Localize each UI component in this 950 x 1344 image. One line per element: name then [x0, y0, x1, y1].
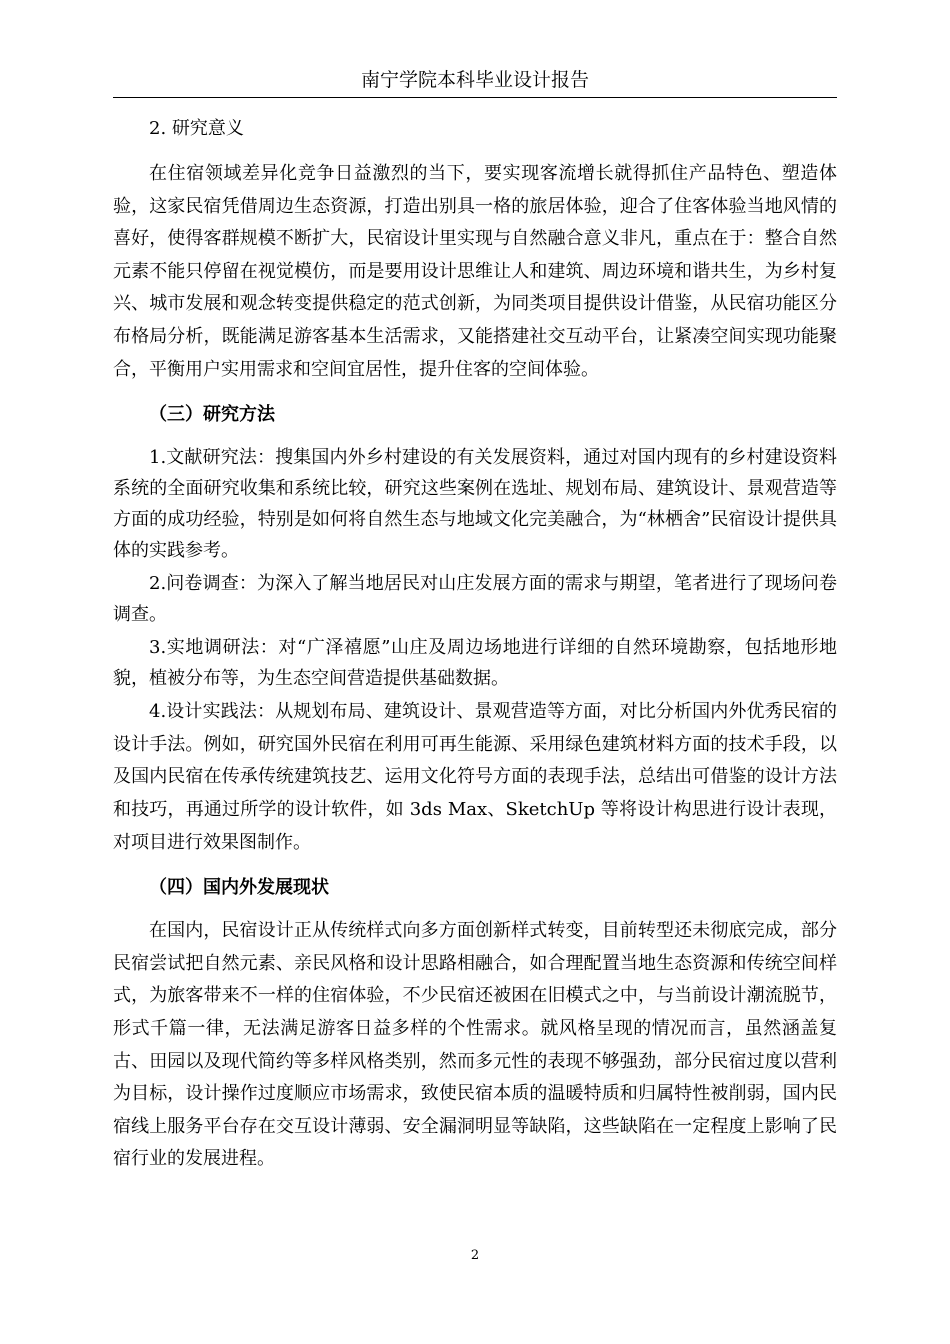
page-header-title: 南宁学院本科毕业设计报告 — [360, 69, 589, 91]
method-item-literature: 1.文献研究法：搜集国内外乡村建设的有关发展资料，通过对国内现有的乡村建设资料系统的全面研究收集和系统比较，研究这些案例在选址、规划布局、建筑设计、景观营造等方面的成功经验，特别是如何将自然生态与地域文化完美融合，为“林栖舍”民宿设计提供具体的实践参考。 — [113, 447, 837, 562]
significance-heading: 2. 研究意义 — [149, 118, 244, 139]
header-rule — [113, 97, 837, 98]
page-number: 2 — [470, 1248, 480, 1263]
status-paragraph: 在国内，民宿设计正从传统样式向多方面创新样式转变，目前转型还未彻底完成，部分民宿尝试把自然元素、亲民风格和设计思路相融合，如合理配置当地生态资源和传统空间样式，为旅客带来不一样的住宿体验，不少民宿还被困在旧模式之中，与当前设计潮流脱节，形式千篇一律，无法满足游客日益多样的个性需求。就风格呈现的情况而言，虽然涵盖复古、田园以及现代简约等多样风格类别，然而多元性的表现不够强劲，部分民宿过度以营利为目标，设计操作过度顺应市场需求，致使民宿本质的温暖特质和归属特性被削弱，国内民宿线上服务平台存在交互设计薄弱、安全漏洞明显等缺陷，这些缺陷在一定程度上影响了民宿行业的发展进程。 — [113, 920, 837, 1170]
document-body — [113, 114, 837, 1176]
methods-section-title: （三）研究方法 — [149, 404, 275, 426]
method-item-design-practice: 4.设计实践法：从规划布局、建筑设计、景观营造等方面，对比分析国内外优秀民宿的设计手法。例如，研究国外民宿在利用可再生能源、采用绿色建筑材料方面的技术手段，以及国内民宿在传承传统建筑技艺、运用文化符号方面的表现手法，总结出可借鉴的设计方法和技巧，再通过所学的设计软件，如 3ds Max、SketchUp 等将设计构思进行设计表现，对项目进行效果图制作。 — [113, 701, 837, 853]
method-item-fieldwork: 3.实地调研法：对“广泽禧愿”山庄及周边场地进行详细的自然环境勘察，包括地形地貌，植被分布等，为生态空间营造提供基础数据。 — [113, 637, 837, 690]
method-item-questionnaire: 2.问卷调查：为深入了解当地居民对山庄发展方面的需求与期望，笔者进行了现场问卷调查。 — [113, 573, 837, 626]
significance-paragraph: 在住宿领域差异化竞争日益激烈的当下，要实现客流增长就得抓住产品特色、塑造体验，这家民宿凭借周边生态资源，打造出别具一格的旅居体验，迎合了住客体验当地风情的喜好，使得客群规模不断扩大，民宿设计里实现与自然融合意义非凡，重点在于：整合自然元素不能只停留在视觉模仿，而是要用设计思维让人和建筑、周边环境和谐共生，为乡村复兴、城市发展和观念转变提供稳定的范式创新，为同类项目提供设计借鉴，从民宿功能区分布格局分析，既能满足游客基本生活需求，又能搭建社交互动平台，让紧凑空间实现功能聚合，平衡用户实用需求和空间宜居性，提升住客的空间体验。 — [113, 163, 837, 380]
status-section-title: （四）国内外发展现状 — [149, 877, 329, 899]
